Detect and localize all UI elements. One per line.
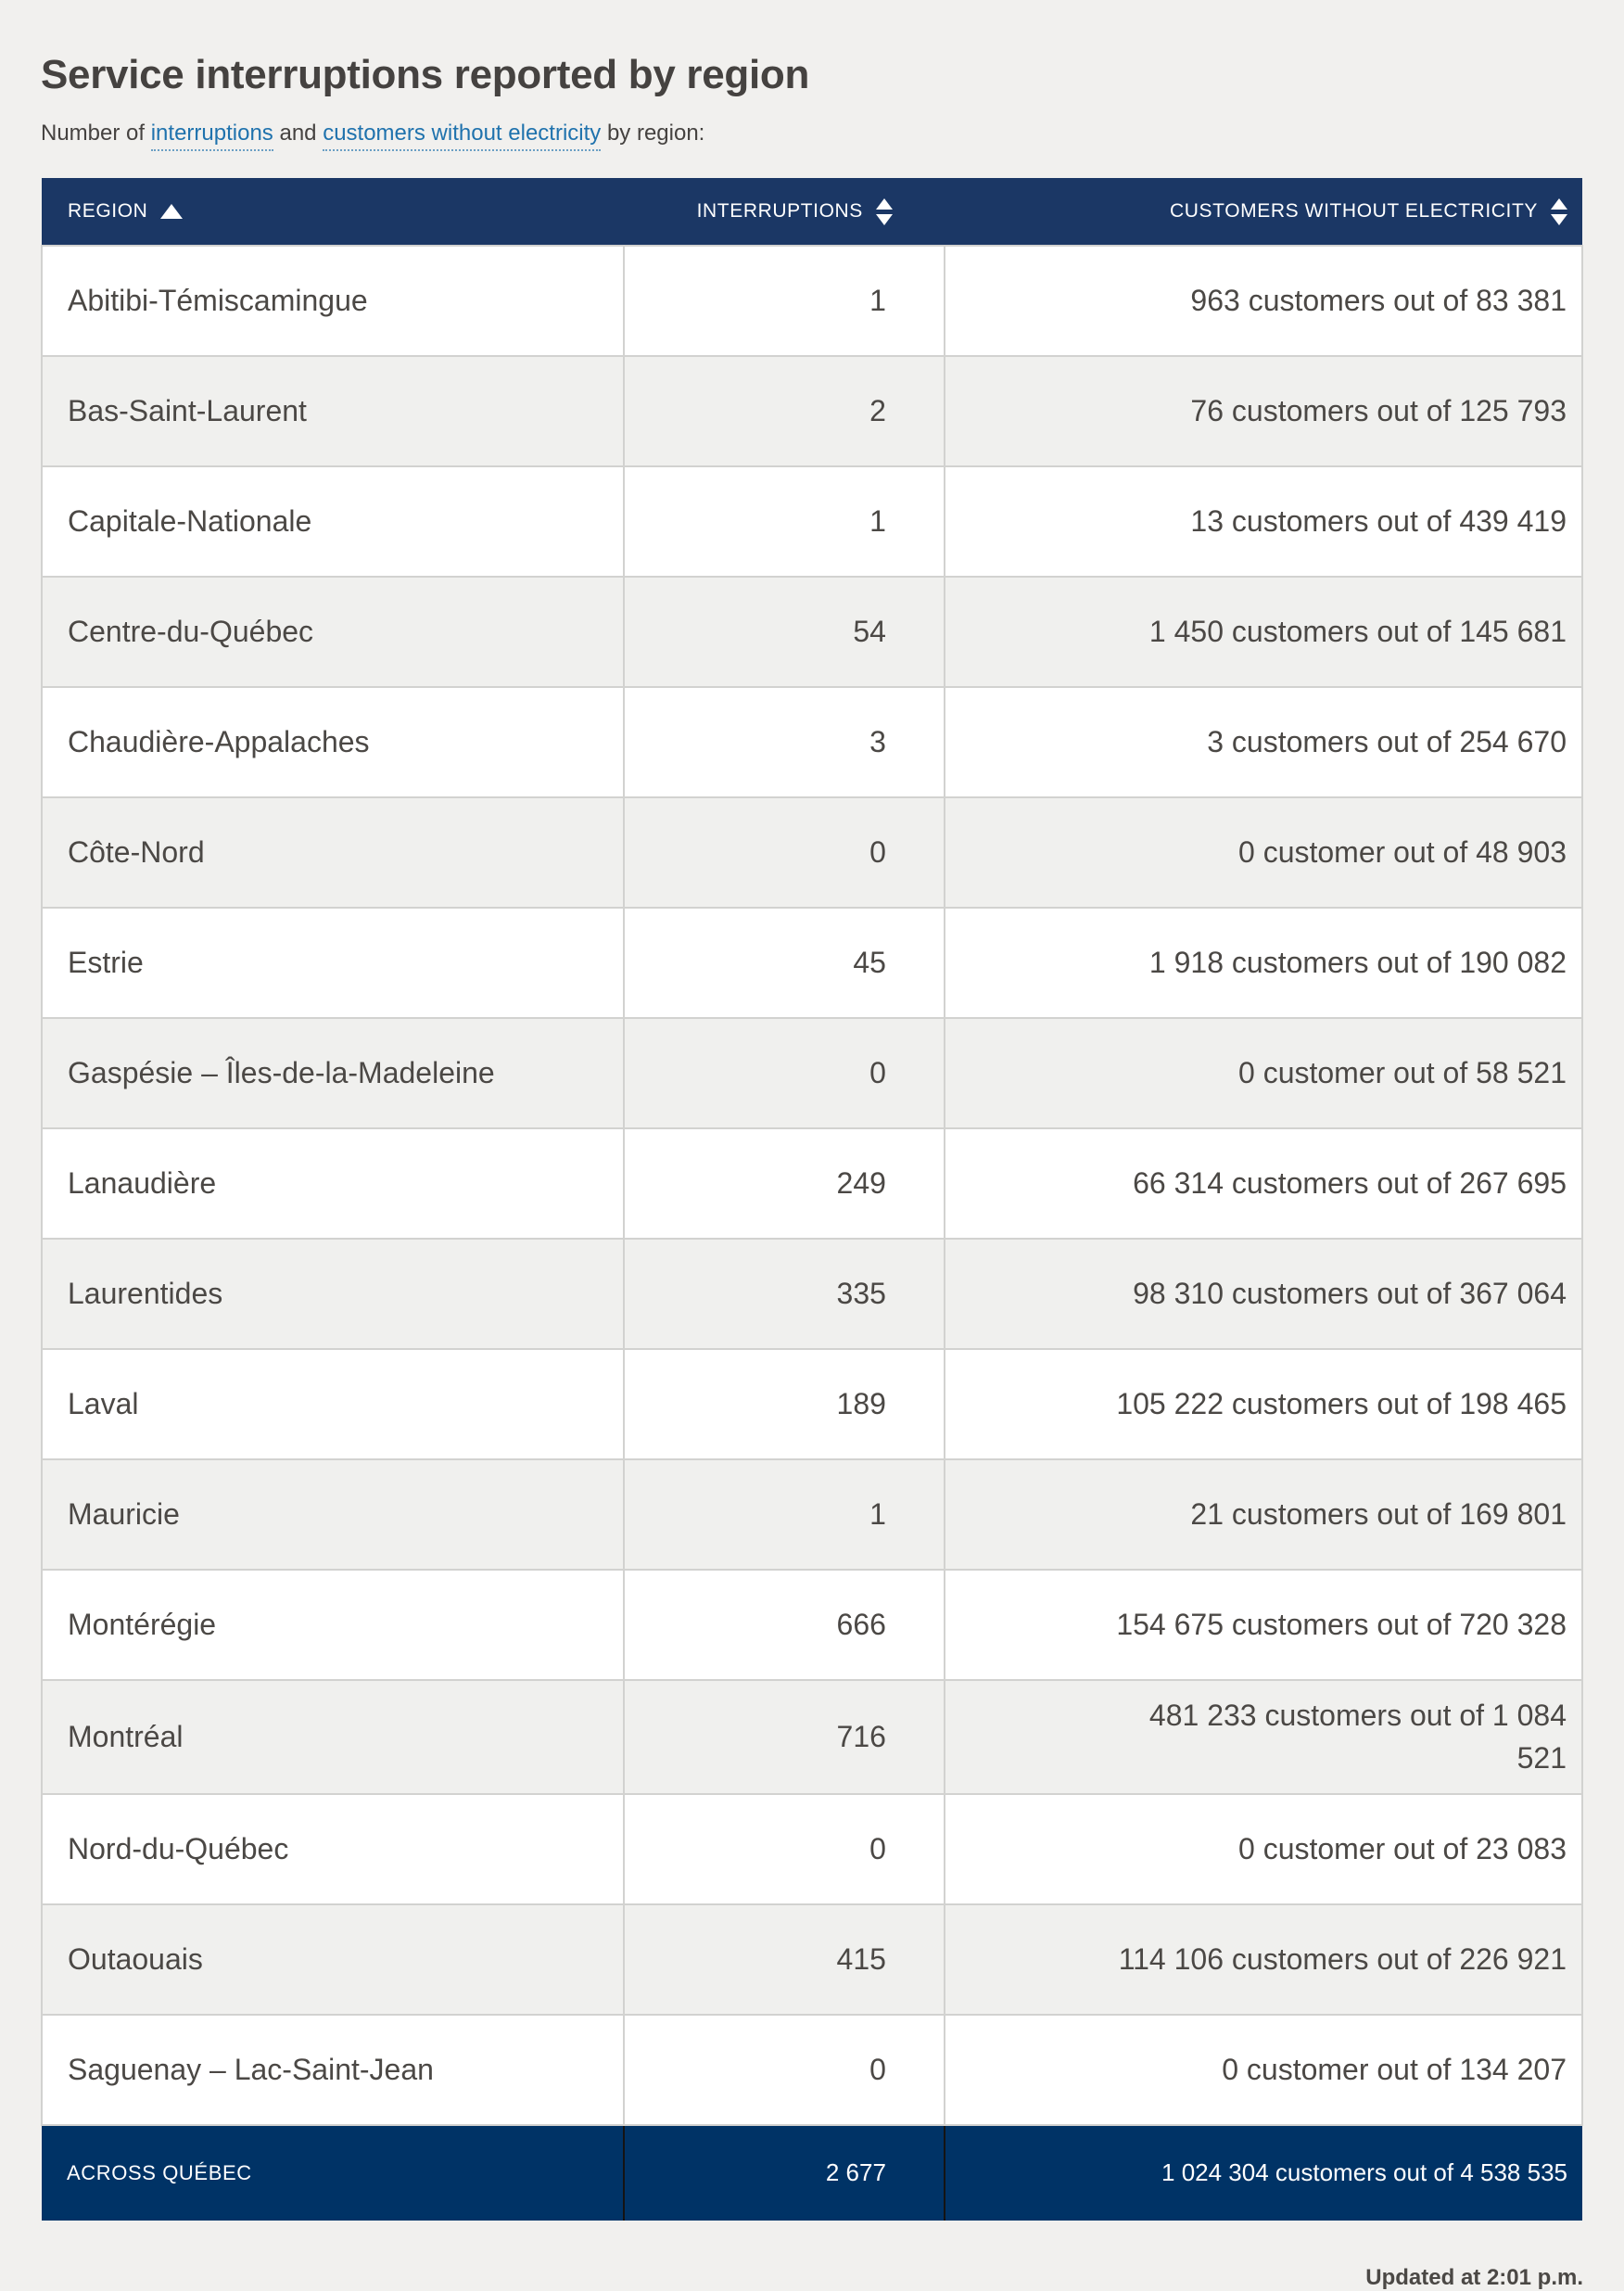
table-row (42, 1794, 1582, 1904)
customers-cell: 0 customer out of 23 083 (945, 1794, 1582, 1904)
region-cell: Nord-du-Québec (42, 1794, 624, 1904)
table-header-row (42, 178, 1582, 246)
interruptions-cell: 1 (624, 466, 945, 577)
customers-cell: 0 customer out of 134 207 (945, 2015, 1582, 2125)
region-cell: Bas-Saint-Laurent (42, 356, 624, 466)
interruptions-cell: 249 (624, 1128, 945, 1239)
customers-cell: 3 customers out of 254 670 (945, 687, 1582, 797)
customers-cell: 0 customer out of 48 903 (945, 797, 1582, 908)
table-row (42, 1904, 1582, 2015)
footer-interruptions-cell: 2 677 (624, 2125, 945, 2221)
region-cell: Montréal (42, 1680, 624, 1794)
table-body (42, 246, 1582, 2125)
sort-ascending-icon (160, 204, 183, 219)
customers-without-electricity-link[interactable]: customers without electricity (323, 121, 601, 151)
customers-cell: 1 450 customers out of 145 681 (945, 577, 1582, 687)
interruptions-cell: 45 (624, 908, 945, 1018)
table-row (42, 1239, 1582, 1349)
table-row (42, 1349, 1582, 1459)
region-cell: Outaouais (42, 1904, 624, 2015)
region-cell: Centre-du-Québec (42, 577, 624, 687)
table-row (42, 1128, 1582, 1239)
region-cell: Lanaudière (42, 1128, 624, 1239)
column-header-interruptions-label: INTERRUPTIONS (696, 200, 863, 222)
region-cell: Estrie (42, 908, 624, 1018)
table-row (42, 797, 1582, 908)
interruptions-cell: 0 (624, 1018, 945, 1128)
interruptions-cell: 1 (624, 246, 945, 356)
region-cell: Saguenay – Lac-Saint-Jean (42, 2015, 624, 2125)
column-header-customers[interactable] (945, 178, 1582, 246)
customers-cell: 481 233 customers out of 1 084 521 (945, 1680, 1582, 1794)
column-header-interruptions[interactable] (624, 178, 945, 246)
table-row (42, 356, 1582, 466)
region-cell: Laurentides (42, 1239, 624, 1349)
page-title: Service interruptions reported by region (41, 52, 810, 97)
subtitle-text-middle: and (273, 121, 324, 146)
table-row (42, 1459, 1582, 1570)
customers-cell: 13 customers out of 439 419 (945, 466, 1582, 577)
customers-cell: 105 222 customers out of 198 465 (945, 1349, 1582, 1459)
sort-both-icon (876, 198, 893, 225)
table-row (42, 908, 1582, 1018)
interruptions-cell: 0 (624, 797, 945, 908)
page-subtitle (41, 121, 1583, 146)
region-cell: Gaspésie – Îles-de-la-Madeleine (42, 1018, 624, 1128)
customers-cell: 1 918 customers out of 190 082 (945, 908, 1582, 1018)
region-cell: Capitale-Nationale (42, 466, 624, 577)
updated-timestamp: Updated at 2:01 p.m. (1365, 2264, 1583, 2290)
interruptions-cell: 2 (624, 356, 945, 466)
table-row (42, 2015, 1582, 2125)
subtitle-text-prefix: Number of (41, 121, 151, 146)
region-cell: Chaudière-Appalaches (42, 687, 624, 797)
sort-both-icon (1551, 198, 1567, 225)
column-header-customers-label: CUSTOMERS WITHOUT ELECTRICITY (1170, 200, 1538, 222)
table-row (42, 1018, 1582, 1128)
interruptions-cell: 0 (624, 2015, 945, 2125)
interruptions-cell: 335 (624, 1239, 945, 1349)
customers-cell: 76 customers out of 125 793 (945, 356, 1582, 466)
customers-cell: 98 310 customers out of 367 064 (945, 1239, 1582, 1349)
interruptions-cell: 415 (624, 1904, 945, 2015)
table-row (42, 466, 1582, 577)
region-cell: Laval (42, 1349, 624, 1459)
table-footer-row (42, 2125, 1582, 2221)
table-row (42, 1680, 1582, 1794)
region-cell: Mauricie (42, 1459, 624, 1570)
region-cell: Côte-Nord (42, 797, 624, 908)
table-row (42, 577, 1582, 687)
customers-cell: 21 customers out of 169 801 (945, 1459, 1582, 1570)
customers-cell: 114 106 customers out of 226 921 (945, 1904, 1582, 2015)
customers-cell: 963 customers out of 83 381 (945, 246, 1582, 356)
interruptions-cell: 0 (624, 1794, 945, 1904)
interruptions-cell: 1 (624, 1459, 945, 1570)
table-row (42, 246, 1582, 356)
region-cell: Abitibi-Témiscamingue (42, 246, 624, 356)
table-row (42, 687, 1582, 797)
interruptions-cell: 716 (624, 1680, 945, 1794)
outages-by-region-table (41, 178, 1583, 2221)
footer-customers-cell: 1 024 304 customers out of 4 538 535 (945, 2125, 1582, 2221)
column-header-region-label: REGION (68, 200, 148, 222)
footer-region-cell: ACROSS QUÉBEC (42, 2125, 624, 2221)
subtitle-text-suffix: by region: (601, 121, 705, 146)
table-row (42, 1570, 1582, 1680)
interruptions-link[interactable]: interruptions (151, 121, 273, 151)
interruptions-cell: 189 (624, 1349, 945, 1459)
interruptions-cell: 666 (624, 1570, 945, 1680)
column-header-region[interactable] (42, 178, 624, 246)
customers-cell: 66 314 customers out of 267 695 (945, 1128, 1582, 1239)
customers-cell: 0 customer out of 58 521 (945, 1018, 1582, 1128)
interruptions-cell: 3 (624, 687, 945, 797)
region-cell: Montérégie (42, 1570, 624, 1680)
interruptions-cell: 54 (624, 577, 945, 687)
customers-cell: 154 675 customers out of 720 328 (945, 1570, 1582, 1680)
